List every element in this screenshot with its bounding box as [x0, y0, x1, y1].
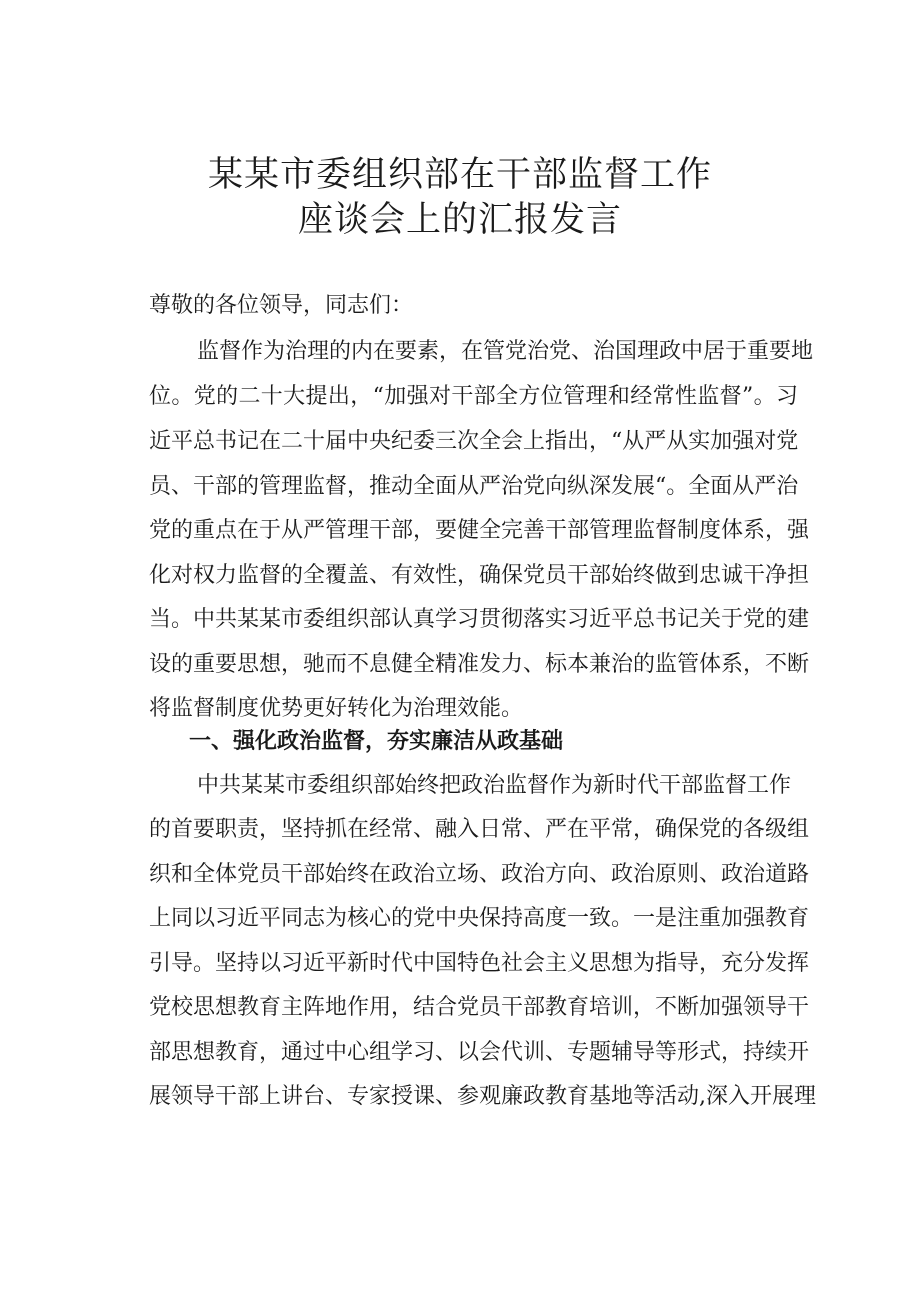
paragraph-2-line: 中共某某市委组织部始终把政治监督作为新时代干部监督工作: [197, 773, 792, 798]
paragraph-1-line: 员、干部的管理监督，推动全面从严治党向纵深发展“。全面从严治: [149, 474, 799, 499]
document-title-line-1: 某某市委组织部在干部监督工作: [207, 155, 712, 195]
paragraph-2-line: 展领导干部上讲台、专家授课、参观廉政教育基地等活动,深入开展理: [149, 1084, 816, 1109]
paragraph-1-line: 设的重要思想，驰而不息健全精准发力、标本兼治的监管体系，不断: [149, 652, 810, 677]
paragraph-2-line: 部思想教育，通过中心组学习、以会代训、专题辅导等形式，持续开: [149, 1040, 810, 1065]
section-1-heading: 一、强化政治监督，夯实廉洁从政基础: [189, 729, 564, 754]
paragraph-2-line: 的首要职责，坚持抓在经常、融入日常、严在平常，确保党的各级组: [149, 817, 810, 842]
paragraph-2-line: 引导。坚持以习近平新时代中国特色社会主义思想为指导，充分发挥: [149, 951, 810, 976]
paragraph-1-line: 党的重点在于从严管理干部，要健全完善干部管理监督制度体系，强: [149, 518, 810, 543]
paragraph-1-line: 当。中共某某市委组织部认真学习贯彻落实习近平总书记关于党的建: [149, 607, 810, 632]
paragraph-2-line: 上同以习近平同志为核心的党中央保持高度一致。一是注重加强教育: [149, 906, 810, 931]
paragraph-1-line: 近平总书记在二十届中央纪委三次全会上指出，“从严从实加强对党: [149, 429, 799, 454]
salutation: 尊敬的各位领导，同志们：: [149, 293, 414, 318]
document-title-line-2: 座谈会上的汇报发言: [297, 200, 622, 240]
paragraph-1-line: 位。党的二十大提出，“加强对干部全方位管理和经常性监督”。习: [149, 384, 798, 409]
paragraph-1-line: 将监督制度优势更好转化为治理效能。: [149, 696, 524, 721]
paragraph-2-line: 织和全体党员干部始终在政治立场、政治方向、政治原则、政治道路: [149, 862, 810, 887]
paragraph-1-line: 化对权力监督的全覆盖、有效性，确保党员干部始终做到忠诚干净担: [149, 563, 810, 588]
paragraph-2-line: 党校思想教育主阵地作用，结合党员干部教育培训，不断加强领导干: [149, 995, 810, 1020]
paragraph-1-line: 监督作为治理的内在要素，在管党治党、治国理政中居于重要地: [197, 339, 814, 364]
